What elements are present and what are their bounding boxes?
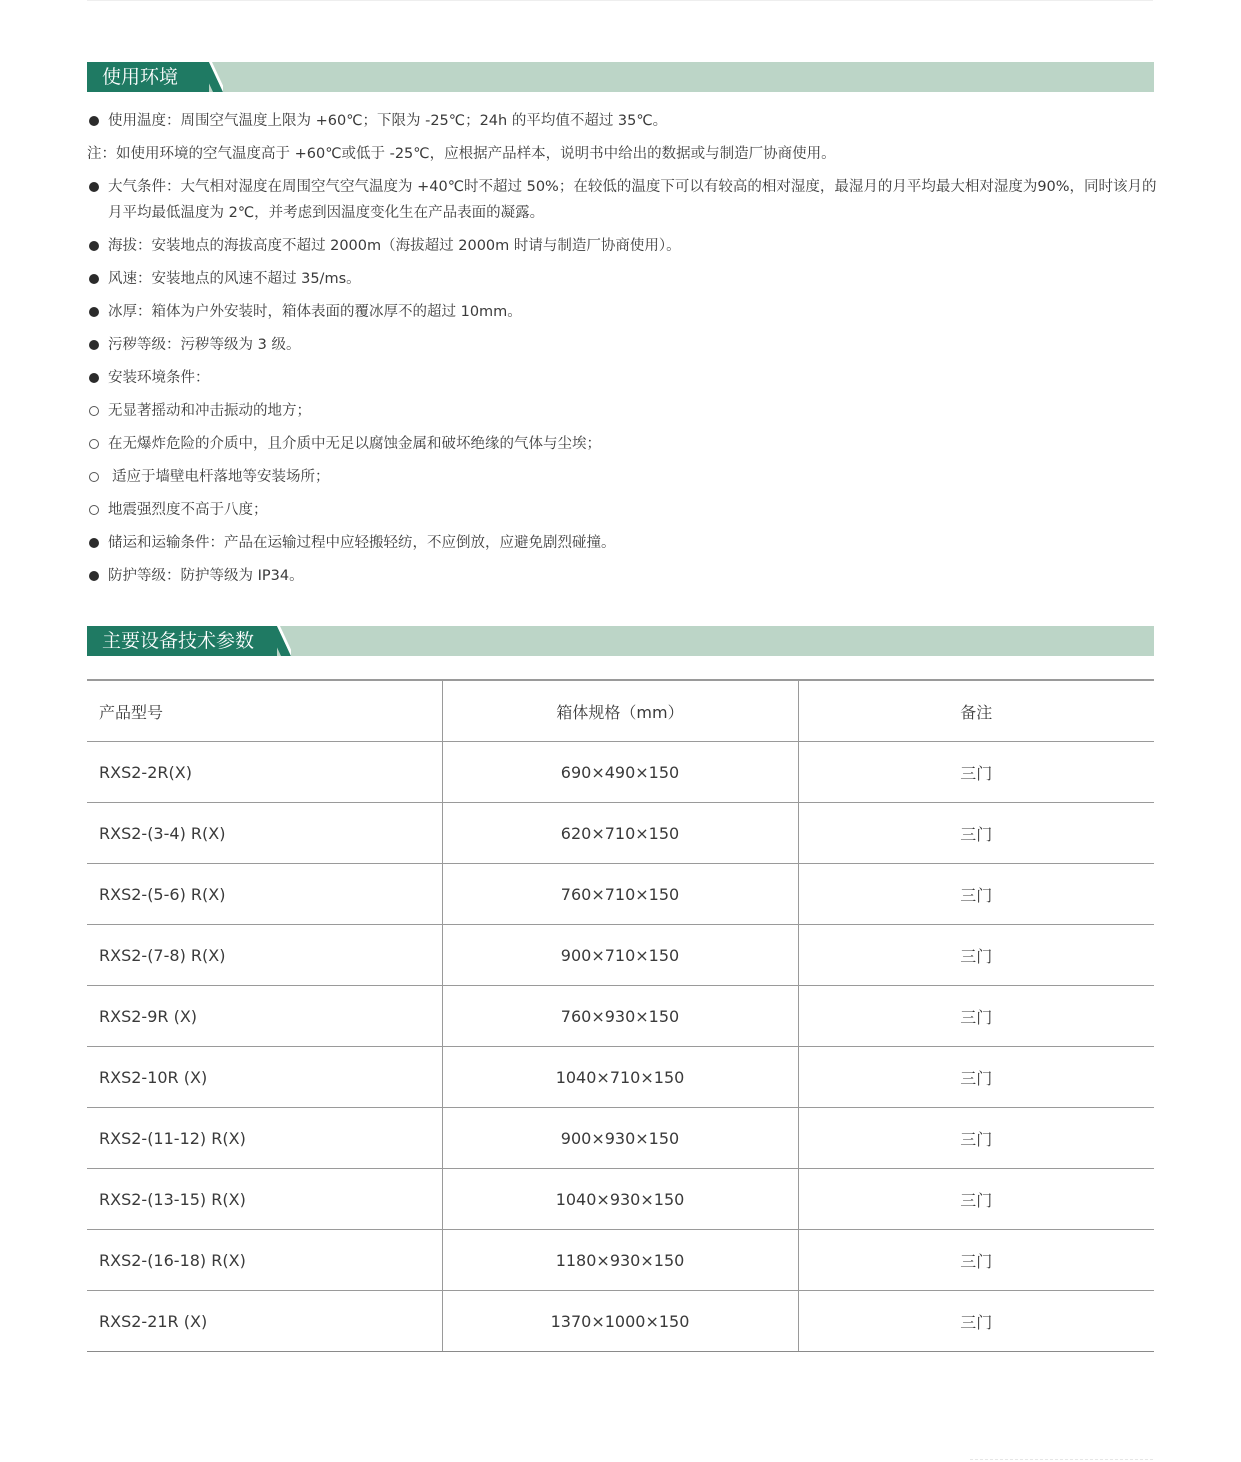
bullet-dot-icon (89, 182, 99, 192)
list-item (87, 174, 1157, 226)
cell-remark: 三门 (798, 1108, 1154, 1169)
cell-model: RXS2-10R (X) (87, 1047, 442, 1108)
column-header-size: 箱体规格（mm） (442, 680, 798, 742)
cell-remark: 三门 (798, 1047, 1154, 1108)
list-item (87, 233, 1157, 259)
list-item (87, 431, 1157, 457)
list-item-text: 无显著摇动和冲击振动的地方； (108, 403, 311, 419)
cell-size: 1370×1000×150 (442, 1291, 798, 1352)
list-item (87, 398, 1157, 424)
bottom-divider (970, 1459, 1153, 1461)
table-row (87, 986, 1154, 1047)
bullet-dot-icon (89, 571, 99, 581)
table-row (87, 1291, 1154, 1352)
list-item (87, 332, 1157, 358)
bullet-dot-icon (89, 373, 99, 383)
bullet-dot-icon (89, 538, 99, 548)
top-divider (87, 0, 1153, 1)
list-item (87, 530, 1157, 556)
cell-model: RXS2-(13-15) R(X) (87, 1169, 442, 1230)
bullet-dot-icon (89, 340, 99, 350)
bullet-dot-icon (89, 307, 99, 317)
section-header-specs (87, 626, 1154, 656)
table-row (87, 742, 1154, 803)
list-item-text: 在无爆炸危险的介质中，且介质中无足以腐蚀金属和破坏绝缘的气体与尘埃； (108, 436, 601, 452)
cell-model: RXS2-(16-18) R(X) (87, 1230, 442, 1291)
cell-model: RXS2-(11-12) R(X) (87, 1108, 442, 1169)
list-item-text: 地震强烈度不高于八度； (108, 502, 268, 518)
table-row (87, 1047, 1154, 1108)
cell-remark: 三门 (798, 925, 1154, 986)
cell-remark: 三门 (798, 742, 1154, 803)
cell-model: RXS2-(7-8) R(X) (87, 925, 442, 986)
cell-model: RXS2-(5-6) R(X) (87, 864, 442, 925)
cell-size: 900×710×150 (442, 925, 798, 986)
cell-remark: 三门 (798, 864, 1154, 925)
list-item (87, 266, 1157, 292)
section-header-environment (87, 62, 1154, 92)
cell-remark: 三门 (798, 1291, 1154, 1352)
list-item-text: 适应于墙壁电杆落地等安装场所； (112, 469, 330, 485)
bullet-dot-icon (89, 241, 99, 251)
list-item-text: 防护等级：防护等级为 IP34。 (108, 568, 304, 584)
list-item (87, 563, 1157, 589)
cell-size: 1180×930×150 (442, 1230, 798, 1291)
cell-model: RXS2-21R (X) (87, 1291, 442, 1352)
list-item-text: 海拔：安装地点的海拔高度不超过 2000m（海拔超过 2000m 时请与制造厂协商使用）。 (108, 238, 681, 254)
bullet-circle-icon (89, 505, 99, 515)
bullet-circle-icon (89, 439, 99, 449)
bullet-circle-icon (89, 472, 99, 482)
section-title: 主要设备技术参数 (87, 626, 277, 656)
cell-remark: 三门 (798, 1169, 1154, 1230)
list-item (87, 108, 1157, 134)
list-item (87, 365, 1157, 391)
bullet-dot-icon (89, 274, 99, 284)
cell-model: RXS2-2R(X) (87, 742, 442, 803)
list-item-text: 大气条件：大气相对湿度在周围空气空气温度为 +40℃时不超过 50%；在较低的温度下可以有较高的相对湿度，最湿月的月平均最大相对湿度为90%，同时该月的月平均最低温度为 2℃，并考虑到因温度变化生在产品表面的凝露。 (108, 179, 1157, 221)
cell-size: 760×930×150 (442, 986, 798, 1047)
list-item (87, 497, 1157, 523)
cell-size: 1040×710×150 (442, 1047, 798, 1108)
cell-remark: 三门 (798, 986, 1154, 1047)
header-slash-decoration (199, 62, 223, 92)
table-row (87, 1108, 1154, 1169)
spec-table (87, 679, 1154, 1352)
list-item-text: 注：如使用环境的空气温度高于 +60℃或低于 -25℃，应根据产品样本，说明书中给出的数据或与制造厂协商使用。 (87, 146, 836, 162)
list-item-text: 污秽等级：污秽等级为 3 级。 (108, 337, 301, 353)
list-item (87, 464, 1157, 490)
cell-size: 1040×930×150 (442, 1169, 798, 1230)
section-title: 使用环境 (87, 62, 209, 92)
table-row (87, 803, 1154, 864)
cell-size: 760×710×150 (442, 864, 798, 925)
bullet-dot-icon (89, 116, 99, 126)
table-row (87, 925, 1154, 986)
cell-remark: 三门 (798, 1230, 1154, 1291)
bullet-circle-icon (89, 406, 99, 416)
list-item-text: 风速：安装地点的风速不超过 35/ms。 (108, 271, 361, 287)
list-item (87, 299, 1157, 325)
cell-size: 620×710×150 (442, 803, 798, 864)
list-item-text: 安装环境条件： (108, 370, 210, 386)
cell-model: RXS2-(3-4) R(X) (87, 803, 442, 864)
cell-remark: 三门 (798, 803, 1154, 864)
table-header-row (87, 680, 1154, 742)
header-slash-decoration (267, 626, 291, 656)
table-row (87, 864, 1154, 925)
table-row (87, 1169, 1154, 1230)
column-header-model: 产品型号 (87, 680, 442, 742)
cell-size: 900×930×150 (442, 1108, 798, 1169)
table-row (87, 1230, 1154, 1291)
cell-model: RXS2-9R (X) (87, 986, 442, 1047)
list-item-text: 储运和运输条件：产品在运输过程中应轻搬轻纺，不应倒放，应避免剧烈碰撞。 (108, 535, 616, 551)
list-item-text: 冰厚：箱体为户外安装时，箱体表面的覆冰厚不的超过 10mm。 (108, 304, 522, 320)
column-header-remark: 备注 (798, 680, 1154, 742)
environment-list (87, 108, 1157, 596)
cell-size: 690×490×150 (442, 742, 798, 803)
note-item (87, 141, 1157, 167)
list-item-text: 使用温度：周围空气温度上限为 +60℃；下限为 -25℃；24h 的平均值不超过 35℃。 (108, 113, 668, 129)
